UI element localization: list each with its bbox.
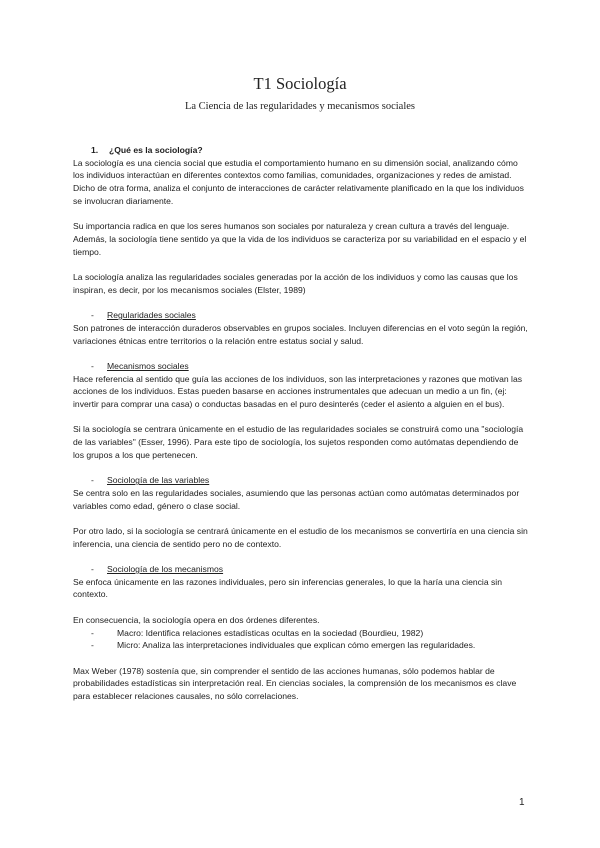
section-heading <box>73 144 529 157</box>
paragraph-weber: Max Weber (1978) sostenía que, sin comprender el sentido de las acciones humanas, sólo podemos hablar de probabilidades estadísticas sin interpretación real. En ciencias sociales, la comprensión de los mecanismos es clave para establecer relaciones causales, no sólo correlaciones. <box>73 665 517 702</box>
dash-bullet: - <box>91 627 94 638</box>
dash-bullet: - <box>91 475 94 486</box>
paragraph-sociologia-variables-intro: Si la sociología se centrara únicamente en el estudio de las regularidades sociales se construirá como una "sociología de las variables" (Esser, 1996). Para este tipo de sociología, los sujetos responden como autómatas dependiendo de los grupos a los que pertenecen. <box>73 424 524 460</box>
document-title: T1 Sociología <box>253 74 347 93</box>
dash-bullet: - <box>91 360 94 371</box>
subheading-label: Sociología de los mecanismos <box>107 564 224 575</box>
paragraph-definition: La sociología es una ciencia social que estudia el comportamiento humano en su dimensión social, analizando cómo los individuos interactúan en diferentes contextos como familias, comunidades, organizaciones y redes de amistad. Dicho de otra forma, analiza el conjunto de interacciones de carácter relativamente planificado en la que los individuos se involucran diariamente. <box>73 157 524 206</box>
paragraph-importance: Su importancia radica en que los seres humanos son sociales por naturaleza y crean cultura a través del lenguaje. Además, la sociología tiene sentido ya que la vida de los individuos se caracteriza por su variabilidad en el espacio y el tiempo. <box>73 221 527 257</box>
list-item <box>73 639 529 652</box>
document-subtitle: La Ciencia de las regularidades y mecanismos sociales <box>184 101 416 112</box>
dash-bullet: - <box>91 640 94 651</box>
subheading-regularidades <box>73 309 529 322</box>
dash-bullet: - <box>91 564 94 575</box>
list-item-text: Micro: Analiza las interpretaciones individuales que explican cómo emergen las regularidades. <box>117 640 476 651</box>
subheading-variables <box>73 474 529 487</box>
paragraph-variables: Se centra solo en las regularidades sociales, asumiendo que las personas actúan como autómatas determinados por variables como edad, género o clase social. <box>73 487 520 511</box>
paragraph-analysis: La sociología analiza las regularidades sociales generadas por la acción de los individuos y como las causas que los inspiran, es decir, por los mecanismos sociales (Elster, 1989) <box>73 272 518 295</box>
subheading-mecanismos <box>73 360 529 373</box>
dash-bullet: - <box>91 310 94 321</box>
subheading-label: Sociología de las variables <box>107 475 210 486</box>
list-item-text: Macro: Identifica relaciones estadísticas ocultas en la sociedad (Bourdieu, 1982) <box>117 627 424 638</box>
paragraph-mecanismos-soc: Se enfoca únicamente en las razones individuales, pero sin inferencias generales, lo que la haría una ciencia sin contexto. <box>73 576 502 600</box>
subheading-label: Regularidades sociales <box>107 310 196 321</box>
page-number: 1 <box>519 797 525 808</box>
section-number: 1. <box>91 145 99 155</box>
paragraph-otro-lado: Por otro lado, si la sociología se centrará únicamente en el estudio de los mecanismos se convertiría en una ciencia sin inferencia, una ciencia de sentido pero no de contexto. <box>73 525 528 549</box>
list-item <box>73 627 529 640</box>
subheading-label: Mecanismos sociales <box>107 360 189 371</box>
paragraph-mecanismos: Hace referencia al sentido que guía las acciones de los individuos, son las interpretaciones y razones que motivan las acciones de los individuos. Estas pueden basarse en acciones instrumentales que adecuan un medio a un fin, (ej: invertir para comprar una casa) o conductas basadas en el puro desinterés (ceder el asiento a alguien en el bus). <box>73 373 523 409</box>
paragraph-consecuencia: En consecuencia, la sociología opera en dos órdenes diferentes. <box>73 614 320 625</box>
paragraph-regularidades: Son patrones de interacción duraderos observables en grupos sociales. Incluyen diferencias en el voto según la región, variaciones étnicas entre territorios o la relación entre estatus social y salud. <box>73 322 528 346</box>
document-body <box>73 144 529 703</box>
subheading-mecanismos-soc <box>73 563 529 576</box>
section-heading-text: ¿Qué es la sociología? <box>109 145 203 155</box>
orders-list <box>73 627 529 652</box>
